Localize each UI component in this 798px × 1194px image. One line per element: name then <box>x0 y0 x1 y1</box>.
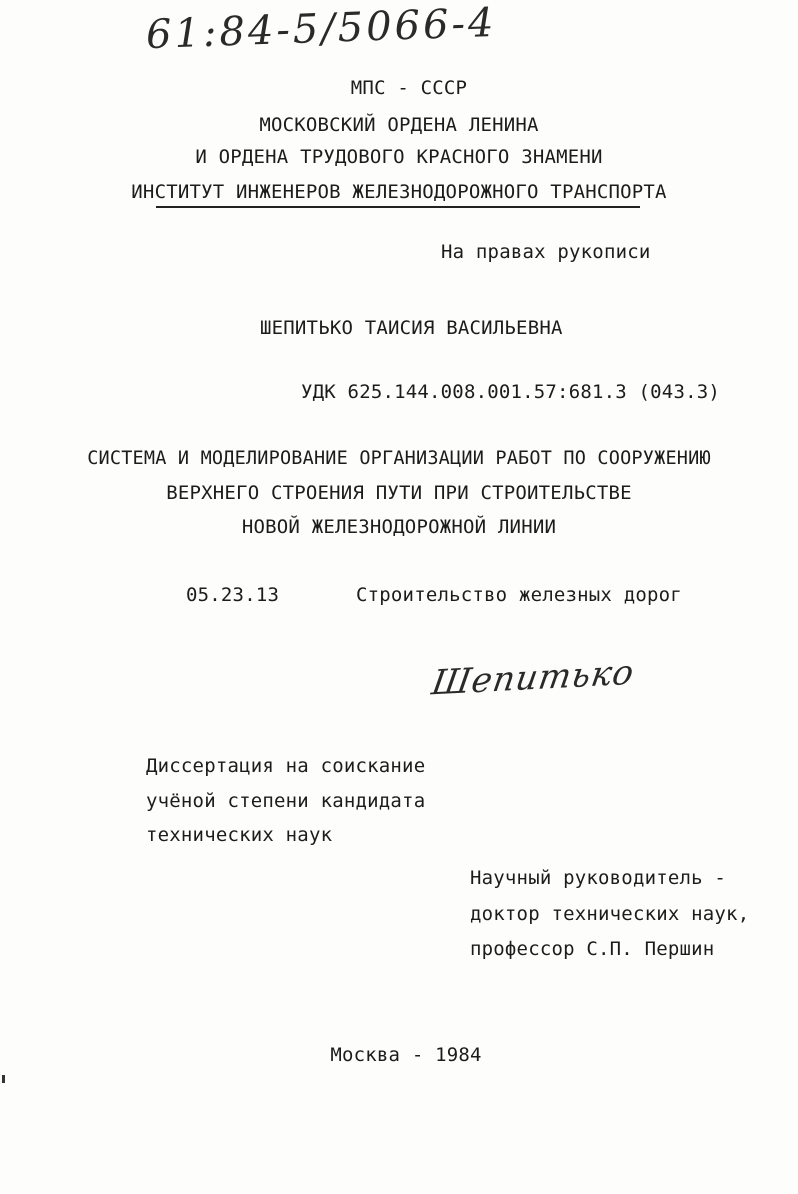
specialty-name: Строительство железных дорог <box>356 584 682 606</box>
dissertation-line-1: Диссертация на соискание <box>146 755 426 777</box>
title-line-1: СИСТЕМА И МОДЕЛИРОВАНИЕ ОРГАНИЗАЦИИ РАБОТ ПО СООРУЖЕНИЮ <box>87 448 711 469</box>
dissertation-line-3: технических наук <box>146 824 333 846</box>
handwritten-reference: 61:84-5/5066-4 <box>145 0 498 59</box>
supervisor-line-2: доктор технических наук, <box>470 903 750 925</box>
specialty-code: 05.23.13 <box>186 584 280 606</box>
dissertation-line-2: учёной степени кандидата <box>146 790 426 812</box>
scan-mark <box>2 1075 5 1083</box>
institute-line-2: И ОРДЕНА ТРУДОВОГО КРАСНОГО ЗНАМЕНИ <box>195 146 603 168</box>
title-line-3: НОВОЙ ЖЕЛЕЗНОДОРОЖНОЙ ЛИНИИ <box>241 516 557 538</box>
author-signature: Шепитько <box>428 652 638 704</box>
title-line-2: ВЕРХНЕГО СТРОЕНИЯ ПУТИ ПРИ СТРОИТЕЛЬСТВЕ <box>166 482 632 504</box>
institute-line-1: МОСКОВСКИЙ ОРДЕНА ЛЕНИНА <box>259 114 539 136</box>
supervisor-line-3: профессор С.П. Першин <box>470 938 715 960</box>
supervisor-line-1: Научный руководитель - <box>470 867 727 889</box>
udc-code: УДК 625.144.008.001.57:681.3 (043.3) <box>301 381 721 403</box>
institute-line-3: ИНСТИТУТ ИНЖЕНЕРОВ ЖЕЛЕЗНОДОРОЖНОГО ТРАНСПОРТА <box>131 181 667 203</box>
institute-underline <box>156 206 640 208</box>
rights-note: На правах рукописи <box>441 241 651 263</box>
city-year: Москва - 1984 <box>330 1044 482 1066</box>
ministry-line: МПС - СССР <box>350 77 468 99</box>
author-name: ШЕПИТЬКО ТАИСИЯ ВАСИЛЬЕВНА <box>260 317 563 339</box>
